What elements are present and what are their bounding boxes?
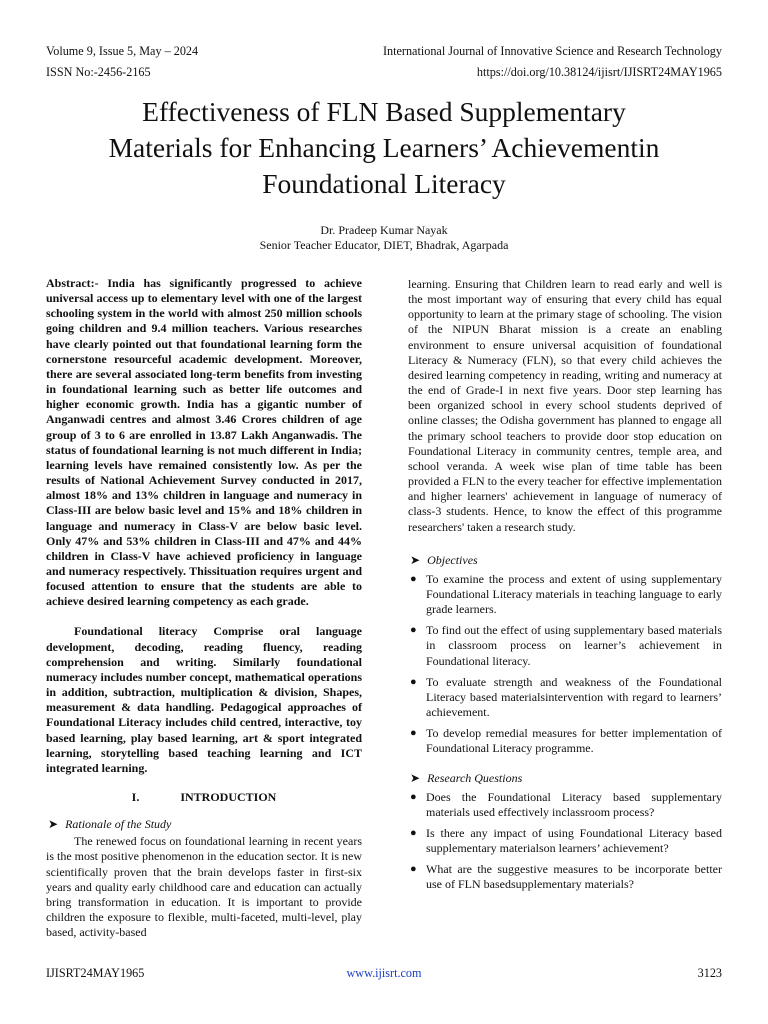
list-item: ● Does the Foundational Literacy based supplementary materials used effectively inclassroom process? xyxy=(410,789,722,819)
bullet-icon: ● xyxy=(410,624,417,637)
section-title: INTRODUCTION xyxy=(180,790,277,804)
bullet-icon: ● xyxy=(410,790,417,803)
title-line: Materials for Enhancing Learners’ Achievementin xyxy=(108,132,660,163)
bullet-icon: ● xyxy=(410,727,417,740)
footer-website-link[interactable]: www.ijisrt.com xyxy=(346,966,422,980)
subheading-objectives xyxy=(410,553,722,568)
volume-info: Volume 9, Issue 5, May – 2024 xyxy=(46,44,199,58)
list-item: ● What are the suggestive measures to be incorporate better use of FLN basedsupplementary materials? xyxy=(410,862,722,892)
paper-title xyxy=(40,94,728,202)
objectives-list xyxy=(408,572,722,757)
body-paragraph: learning. Ensuring that Children learn to read early and well is the most important way of ensuring that every child has equal opportunity to learn at the primary stage of schooling. The vision of the NIPUN Bharat mission is a create an enabling environment to ensure universal acquisition of foundational Literacy & Numeracy (FLN), so that every child achieves the desired learning competency in reading, writing and numeracy at the end of Grade-I in next five years. Door step learning has been organized school in every school students deprived of online classes; the Odisha government has planned to engage all the primary school teachers to provide door stop education on Foundational Literacy in community centres, temple area, and school veranda. A week wise plan of time table has been provided a FLN to the every teacher for effective implementation and higher learners' achievement in language of numeracy of class-3 students. Hence, to know the effect of this programme researchers' taken a research study. xyxy=(408,277,722,534)
list-item: ● To find out the effect of using supplementary based materials in classroom process on learner’s achievement in Foundational literacy. xyxy=(410,623,722,668)
subheading-text: Rationale of the Study xyxy=(65,817,172,832)
abstract-paragraph-2: Foundational literacy Comprise oral language development, decoding, reading fluency, reading comprehension and writing. Similarly foundational numeracy includes number concept, mathematical operations in addition, subtraction, multiplication & division, Shapes, measurement & data handling. Pedagogical approaches of Foundational Literacy includes child centred, interactive, toy based learning, play based learning, art & sport integrated learning, storytelling based teaching learning and ICT integrated learning. xyxy=(46,624,362,775)
doi-link[interactable]: https://doi.org/10.38124/ijisrt/IJISRT24MAY1965 xyxy=(476,65,722,79)
subheading-research-questions xyxy=(410,771,722,786)
footer-paper-id: IJISRT24MAY1965 xyxy=(46,966,145,980)
arrow-right-icon: ➤ xyxy=(48,817,59,832)
section-heading xyxy=(46,790,362,805)
bullet-icon: ● xyxy=(410,572,417,585)
subheading-text: Objectives xyxy=(427,552,478,567)
title-line: Foundational Literacy xyxy=(262,168,506,199)
title-line: Effectiveness of FLN Based Supplementary xyxy=(142,96,626,127)
author-name: Dr. Pradeep Kumar Nayak xyxy=(320,223,448,237)
left-column xyxy=(46,276,362,940)
right-column xyxy=(408,277,722,899)
list-item: ● Is there any impact of using Foundational Literacy based supplementary materialson learners’ achievement? xyxy=(410,826,722,856)
bullet-icon: ● xyxy=(410,863,417,876)
issn-number: ISSN No:-2456-2165 xyxy=(46,65,151,79)
bullet-icon: ● xyxy=(410,827,417,839)
arrow-right-icon: ➤ xyxy=(410,770,421,785)
subheading-rationale xyxy=(48,817,362,832)
list-item: ● To examine the process and extent of using supplementary Foundational Literacy materials in teaching language to early grade learners. xyxy=(410,571,722,617)
questions-list xyxy=(408,790,722,893)
author-affiliation: Senior Teacher Educator, DIET, Bhadrak, Agarpada xyxy=(259,238,509,252)
list-item: ● To develop remedial measures for better implementation of Foundational Literacy programme. xyxy=(410,726,722,756)
arrow-right-icon: ➤ xyxy=(410,552,421,567)
subheading-text: Research Questions xyxy=(427,770,523,785)
bullet-icon: ● xyxy=(410,675,417,688)
abstract-paragraph: Abstract:- India has significantly progressed to achieve universal access up to elementary level with one of the largest schooling system in the world with almost 250 million schools going children and 9.4 million teachers. Various researches have clearly pointed out that foundational learning form the cornerstone resourceful academic development. Moreover, there are several associated long-term benefits from investing in foundational learning such as better life outcomes and higher economic growth. India has a gigantic number of Anganwadi centres and almost 3.46 Crores children of age group of 3 to 6 are enrolled in 13.87 Lakh Anganwadis. The status of foundational learning is not much different in India; learning levels have remained consistently low. As per the results of National Achievement Survey conducted in 2017, almost 18% and 13% children in language and numeracy in Class-III are below basic level and 15% and 18% children in language and numeracy in Class-V are below basic level. Only 47% and 53% children in Class-III and 47% and 44% children in Class-V have achieved proficiency in language and numeracy respectively. Thissituation requires urgent and focused attention to ensure that the students are able to achieve desired learning competency as each grade. xyxy=(46,276,362,609)
list-item: ● To evaluate strength and weakness of the Foundational Literacy based materialsintervention with regard to learners’ achievement. xyxy=(410,674,722,720)
journal-name: International Journal of Innovative Science and Research Technology xyxy=(382,44,722,58)
rationale-paragraph: The renewed focus on foundational learning in recent years is the most positive phenomenon in the education sector. It is new scientifically proven that the brain develops faster in first-six years and quality early childhood care and education can actually bring transformation in education. It is important to provide children the exposure to flexible, multi-faceted, multi-level, play based, activity-based xyxy=(46,834,362,940)
section-number: I. xyxy=(131,790,140,804)
page-number: 3123 xyxy=(697,966,722,980)
